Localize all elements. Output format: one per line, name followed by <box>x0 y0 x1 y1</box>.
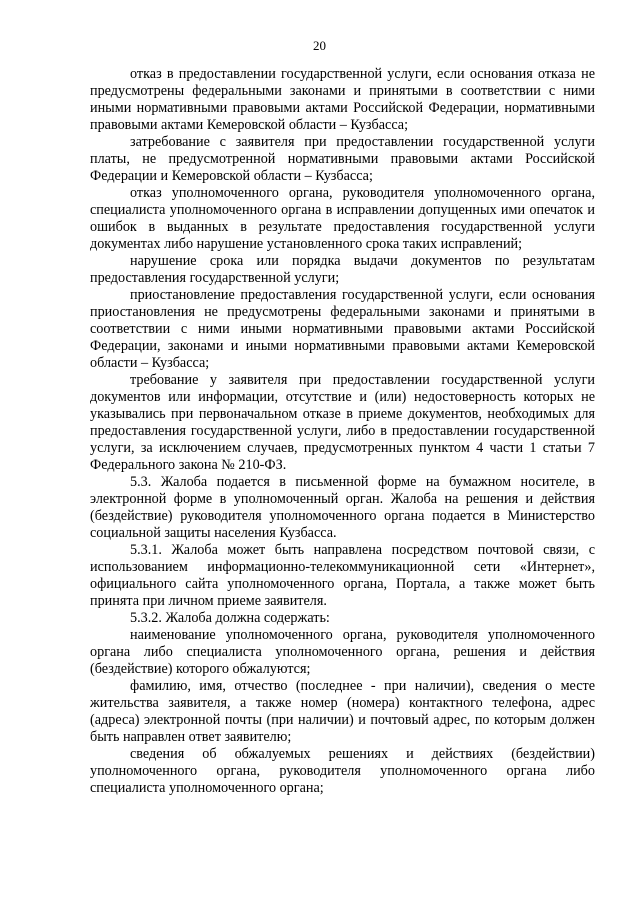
paragraph: отказ уполномоченного органа, руководителя уполномоченного органа, специалиста уполномоченного органа в исправлении допущенных ими опечаток и ошибок в выданных в результате предоставления государственной услуги документах либо нарушение установленного срока таких исправлений; <box>90 185 595 252</box>
document-body <box>90 66 595 797</box>
paragraph: фамилию, имя, отчество (последнее - при наличии), сведения о месте жительства заявителя, а также номер (номера) контактного телефона, адрес (адреса) электронной почты (при наличии) и почтовый адрес, по которым должен быть направлен ответ заявителю; <box>90 678 595 745</box>
paragraph: 5.3. Жалоба подается в письменной форме на бумажном носителе, в электронной форме в уполномоченный орган. Жалоба на решения и действия (бездействие) руководителя уполномоченного органа подается в Министерство социальной защиты населения Кузбасса. <box>90 474 595 541</box>
paragraph: 5.3.2. Жалоба должна содержать: <box>130 610 330 626</box>
paragraph: сведения об обжалуемых решениях и действиях (бездействии) уполномоченного органа, руководителя уполномоченного органа либо специалиста уполномоченного органа; <box>90 746 595 796</box>
paragraph: затребование с заявителя при предоставлении государственной услуги платы, не предусмотренной нормативными правовыми актами Российской Федерации и Кемеровской области – Кузбасса; <box>90 134 595 184</box>
paragraph: наименование уполномоченного органа, руководителя уполномоченного органа либо специалиста уполномоченного органа, решения и действия (бездействие) которого обжалуются; <box>90 627 595 677</box>
paragraph: нарушение срока или порядка выдачи документов по результатам предоставления государственной услуги; <box>90 253 595 286</box>
paragraph: требование у заявителя при предоставлении государственной услуги документов или информации, отсутствие и (или) недостоверность которых не указывались при первоначальном отказе в приеме документов, необходимых для предоставления государственной услуги, либо в предоставлении государственной услуги, за исключением случаев, предусмотренных пунктом 4 части 1 статьи 7 Федерального закона № 210-ФЗ. <box>90 372 595 473</box>
paragraph: отказ в предоставлении государственной услуги, если основания отказа не предусмотрены федеральными законами и принятыми в соответствии с ними иными нормативными правовыми актами Российской Федерации, нормативными правовыми актами Кемеровской области – Кузбасса; <box>90 66 595 133</box>
page-number: 20 <box>313 38 326 53</box>
paragraph: приостановление предоставления государственной услуги, если основания приостановления не предусмотрены федеральными законами и принятыми в соответствии с ними иными нормативными правовыми актами Российской Федерации, законами и иными нормативными правовыми актами Кемеровской области – Кузбасса; <box>90 287 595 371</box>
paragraph: 5.3.1. Жалоба может быть направлена посредством почтовой связи, с использованием информационно-телекоммуникационной сети «Интернет», официального сайта уполномоченного органа, Портала, а также может быть принята при личном приеме заявителя. <box>90 542 595 609</box>
